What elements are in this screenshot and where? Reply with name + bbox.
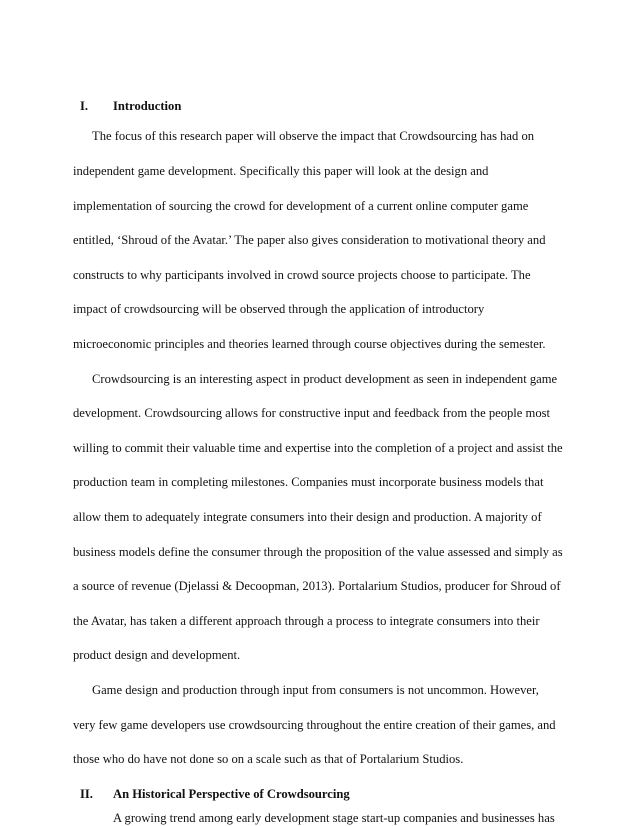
paragraph-line: entitled, ‘Shroud of the Avatar.’ The paper also gives consideration to motivational theory and	[73, 233, 546, 247]
paragraph-line: product design and development.	[73, 648, 241, 662]
paragraph-line: development. Crowdsourcing allows for constructive input and feedback from the people most	[73, 406, 551, 420]
section-number: II.	[80, 787, 93, 801]
paragraph-line: independent game development. Specifically this paper will look at the design and	[73, 164, 489, 178]
paragraph-line: The focus of this research paper will observe the impact that Crowdsourcing has had on	[92, 129, 535, 143]
paragraph-line: willing to commit their valuable time and expertise into the completion of a project and assist the	[73, 441, 563, 455]
paragraph-line: production team in completing milestones. Companies must incorporate business models that	[73, 475, 544, 489]
paragraph-line: Game design and production through input from consumers is not uncommon. However,	[92, 683, 539, 697]
paragraph-line: the Avatar, has taken a different approach through a process to integrate consumers into their	[73, 614, 540, 628]
paragraph-line: Crowdsourcing is an interesting aspect in product development as seen in independent game	[92, 372, 558, 386]
section-title: Introduction	[113, 99, 182, 113]
paragraph-line: impact of crowdsourcing will be observed through the application of introductory	[73, 302, 485, 316]
paragraph-line: constructs to why participants involved in crowd source projects choose to participate. The	[73, 268, 531, 282]
paragraph-line: implementation of sourcing the crowd for development of a current online computer game	[73, 199, 529, 213]
paragraph-line: microeconomic principles and theories learned through course objectives during the semester.	[73, 337, 546, 351]
paragraph-line: very few game developers use crowdsourcing throughout the entire creation of their games, and	[73, 718, 556, 732]
paragraph-line: those who do have not done so on a scale such as that of Portalarium Studios.	[73, 752, 464, 766]
paragraph-line: business models define the consumer through the proposition of the value assessed and simply as	[73, 545, 563, 559]
section-heading-introduction	[0, 98, 638, 114]
section-title: An Historical Perspective of Crowdsourcing	[113, 787, 350, 801]
section-number: I.	[80, 99, 89, 113]
paragraph-line: A growing trend among early development stage start-up companies and businesses has	[113, 811, 555, 825]
section-heading-historical-perspective	[0, 786, 638, 802]
paragraph-line: a source of revenue (Djelassi & Decoopman, 2013). Portalarium Studios, producer for Shroud of	[73, 579, 561, 593]
paragraph-line: allow them to adequately integrate consumers into their design and production. A majority of	[73, 510, 542, 524]
